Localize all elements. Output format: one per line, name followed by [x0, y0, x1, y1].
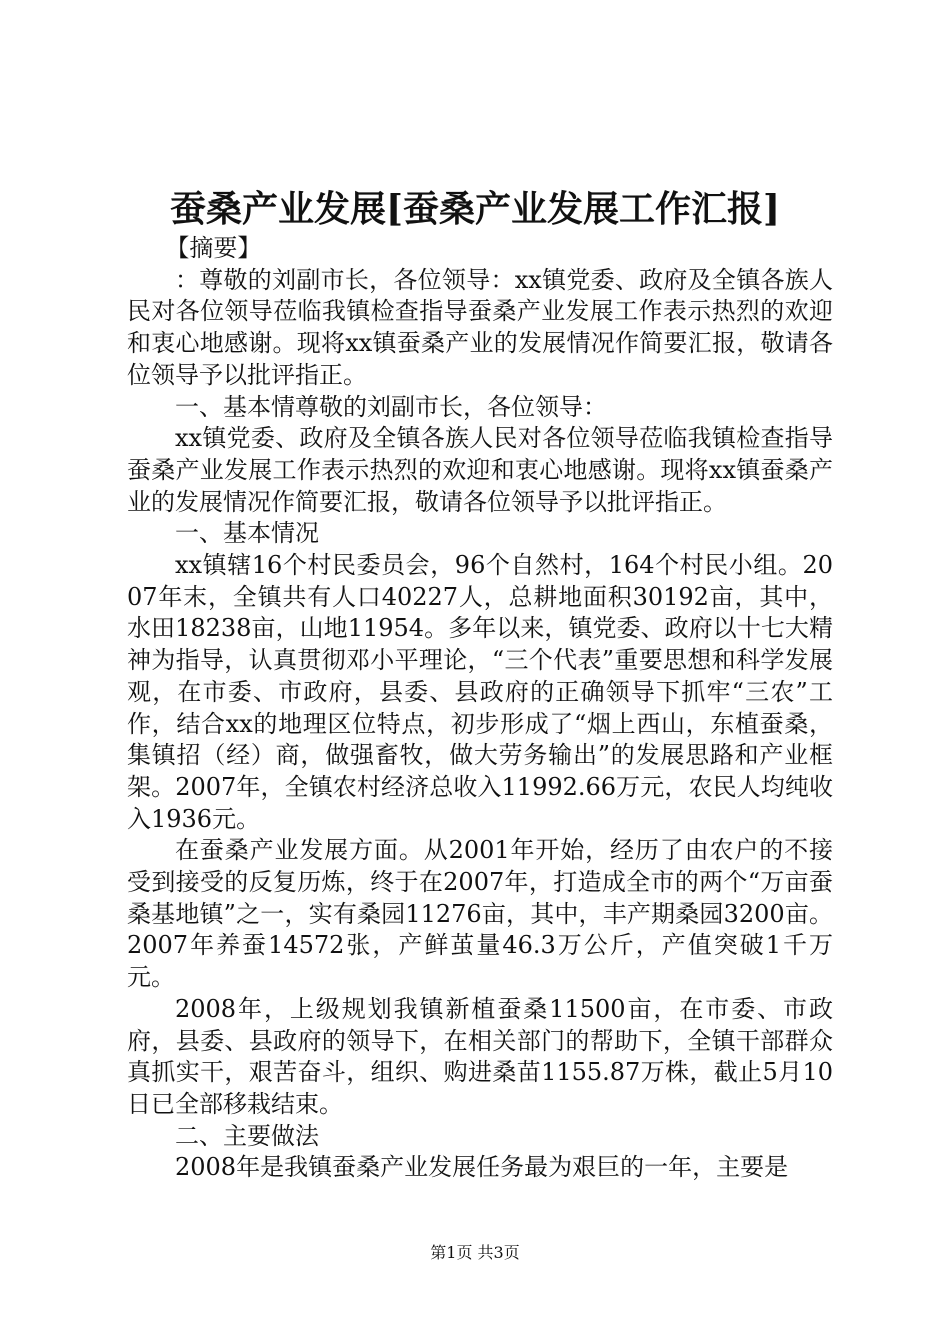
section-heading-practices: 二、主要做法 — [175, 1121, 319, 1150]
section-heading-basic: 一、基本情况 — [175, 519, 319, 548]
paragraph-greeting: xx镇党委、政府及全镇各族人民对各位领导莅临我镇检查指导蚕桑产业发展工作表示热烈的欢迎和衷心地感谢。现将xx镇蚕桑产业的发展情况作简要汇报，敬请各位领导予以批评指正。 — [127, 424, 833, 516]
paragraph-sericulture-development: 在蚕桑产业发展方面。从2001年开始，经历了由农户的不接受到接受的反复历炼，终于在2007年，打造成全市的两个“万亩蚕桑基地镇”之一，实有桑园11276亩，其中，丰产期桑园3200亩。2007年养蚕14572张，产鲜茧量46.3万公斤，产值突破1千万元。 — [127, 836, 833, 992]
document-title: 蚕桑产业发展[蚕桑产业发展工作汇报] — [169, 188, 781, 230]
document-body — [127, 233, 833, 1184]
abstract-label: 【摘要】 — [165, 234, 262, 262]
section-heading-basic-salutation: 一、基本情尊敬的刘副市长，各位领导： — [175, 392, 607, 421]
page-footer: 第1页 共3页 — [430, 1243, 520, 1262]
paragraph-2008-tasks: 2008年是我镇蚕桑产业发展任务最为艰巨的一年，主要是 — [175, 1153, 789, 1182]
paragraph-2008-plan: 2008年，上级规划我镇新植蚕桑11500亩，在市委、市政府，县委、县政府的领导下，在相关部门的帮助下，全镇干部群众真抓实干，艰苦奋斗，组织、购进桑苗1155.87万株，截止5月10日已全部移栽结束。 — [127, 994, 833, 1118]
paragraph-basic-info: xx镇辖16个村民委员会，96个自然村，164个村民小组。2007年末，全镇共有人口40227人，总耕地面积30192亩，其中，水田18238亩，山地11954。多年以来，镇党委、政府以十七大精神为指导，认真贯彻邓小平理论，“三个代表”重要思想和科学发展观，在市委、市政府，县委、县政府的正确领导下抓牢“三农”工作，结合xx的地理区位特点，初步形成了“烟上西山，东植蚕桑，集镇招（经）商，做强畜牧，做大劳务输出”的发展思路和产业框架。2007年，全镇农村经济总收入11992.66万元，农民人均纯收入1936元。 — [127, 551, 833, 833]
paragraph-greeting-summary: ：尊敬的刘副市长，各位领导：xx镇党委、政府及全镇各族人民对各位领导莅临我镇检查指导蚕桑产业发展工作表示热烈的欢迎和衷心地感谢。现将xx镇蚕桑产业的发展情况作简要汇报，敬请各位领导予以批评指正。 — [127, 265, 833, 389]
